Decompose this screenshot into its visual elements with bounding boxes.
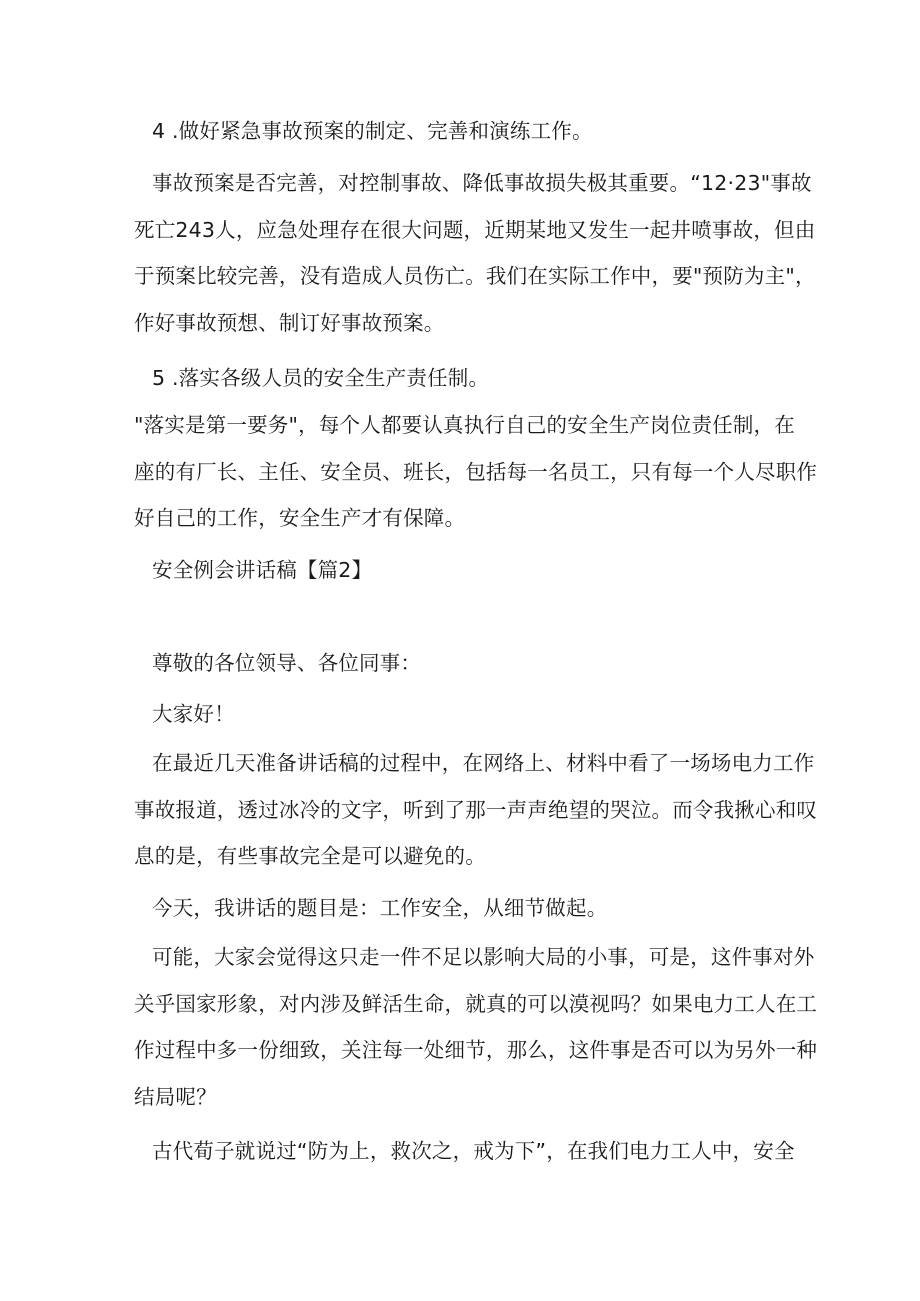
section-heading <box>134 547 790 594</box>
text-line: 大家好！ <box>152 702 235 726</box>
text-line: 5 .落实各级人员的安全生产责任制。 <box>152 366 490 390</box>
text-line: 在最近几天准备讲话稿的过程中，在网络上、材料中看了一场场电力工作 <box>152 751 815 775</box>
text-line: 息的是，有些事故完全是可以避免的。 <box>134 844 486 868</box>
text-line: 古代荀子就说过“防为上，救次之，戒为下”，在我们电力工人中，安全 <box>152 1139 795 1163</box>
text-line: "落实是第一要务"，每个人都要认真执行自己的安全生产岗位责任制，在 <box>134 413 795 437</box>
text-line: 可能，大家会觉得这只走一件不足以影响大局的小事，可是，这件事对外 <box>152 945 815 969</box>
text-line: 安全例会讲话稿【篇2】 <box>152 558 373 582</box>
paragraph-item-5 <box>134 355 790 402</box>
paragraph-xunzi <box>134 1128 795 1175</box>
text-line: 结局呢？ <box>134 1084 217 1109</box>
paragraph-item-5-body <box>134 402 818 542</box>
text-line: 关乎国家形象，对内涉及鲜活生命，就真的可以漠视吗？如果电力工人在工 <box>134 991 818 1016</box>
text-line: 作过程中多一份细致，关注每一处细节，那么，这件事是否可以为另外一种 <box>134 1038 818 1062</box>
paragraph-intro <box>134 740 818 880</box>
paragraph-topic <box>134 885 790 932</box>
text-line: 4 .做好紧急事故预案的制定、完善和演练工作。 <box>152 119 593 143</box>
paragraph-detail <box>134 934 818 1120</box>
text-line: 事故预案是否完善，对控制事故、降低事故损失极其重要。“12·23"事故 <box>152 171 812 195</box>
text-line: 死亡243人，应急处理存在很大问题，近期某地又发生一起井喷事故，但由 <box>134 217 816 242</box>
text-line: 尊敬的各位领导、各位同事： <box>152 651 422 675</box>
text-line: 今天，我讲话的题目是：工作安全，从细节做起。 <box>152 896 608 920</box>
text-line: 作好事故预想、制订好事故预案。 <box>134 310 445 335</box>
text-line: 事故报道，透过冰冷的文字，听到了那一声声绝望的哭泣。而令我揪心和叹 <box>134 797 818 822</box>
text-line: 座的有厂长、主任、安全员、班长，包括每一名员工，只有每一个人尽职作 <box>134 459 818 484</box>
paragraph-item-4-body <box>134 160 816 346</box>
salutation <box>134 640 790 687</box>
paragraph-item-4 <box>134 108 790 155</box>
greeting <box>134 691 790 738</box>
text-line: 好自己的工作，安全生产才有保障。 <box>134 506 466 530</box>
text-line: 于预案比较完善，没有造成人员伤亡。我们在实际工作中，要"预防为主"， <box>134 264 816 288</box>
